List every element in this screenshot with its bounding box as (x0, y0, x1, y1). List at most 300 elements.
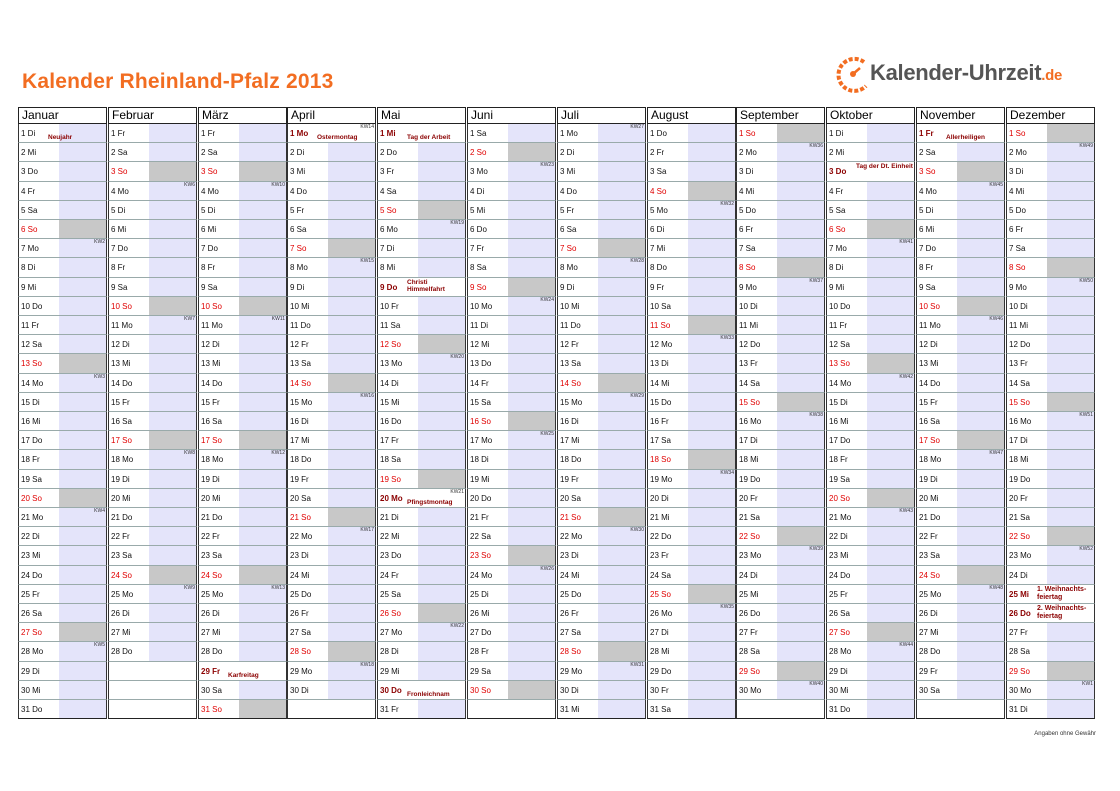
day-label: 18 Fr (21, 455, 40, 464)
day-cell (557, 470, 646, 489)
day-label: 29 Di (829, 667, 848, 676)
cell-fill (598, 220, 645, 238)
day-label: 29 Di (21, 667, 40, 676)
month-header: Mai (377, 107, 466, 124)
day-label: 22 Mo (290, 532, 313, 541)
calendar-week-label: KW35 (720, 604, 734, 610)
day-cell (1006, 239, 1095, 258)
day-cell (916, 450, 1005, 470)
calendar-week-label: KW23 (540, 162, 554, 168)
cell-fill (59, 489, 106, 507)
day-label: 11 Mo (919, 321, 941, 330)
day-label: 18 Di (470, 455, 489, 464)
day-label: 13 Di (650, 359, 669, 368)
day-cell (736, 393, 825, 412)
day-cell (557, 700, 646, 719)
day-cell (198, 431, 287, 450)
day-label: 30 Mo (1009, 686, 1032, 695)
cell-fill (418, 546, 465, 565)
day-cell (467, 201, 556, 220)
day-label: 26 So (380, 609, 401, 618)
cell-fill (598, 566, 645, 584)
cell-fill (418, 700, 465, 718)
day-label: 6 Di (650, 225, 665, 234)
day-label: 20 Do (470, 494, 492, 503)
day-cell (467, 642, 556, 662)
day-label: 14 Di (380, 379, 399, 388)
day-label: 27 Fr (1009, 628, 1028, 637)
cell-fill (508, 393, 555, 411)
cell-fill (777, 470, 824, 488)
cell-fill (598, 182, 645, 200)
day-label: 22 So (739, 532, 760, 541)
cell-fill (598, 297, 645, 315)
day-cell (287, 642, 376, 662)
cell-fill (59, 527, 106, 545)
cell-fill (598, 335, 645, 353)
month-header: September (736, 107, 825, 124)
day-label: 27 Mi (201, 628, 221, 637)
day-label: 24 Mi (290, 571, 310, 580)
day-label: 20 Mi (111, 494, 131, 503)
month-column-november (916, 107, 1005, 724)
day-label: 15 Fr (111, 398, 130, 407)
cell-fill (418, 450, 465, 469)
cell-fill (867, 297, 914, 315)
cell-fill (149, 354, 196, 373)
day-label: 8 Mo (290, 263, 308, 272)
day-label: 27 So (21, 628, 42, 637)
cell-fill (149, 508, 196, 526)
day-label: 20 Sa (560, 494, 581, 503)
day-cell (736, 470, 825, 489)
calendar-week-label: KW36 (809, 143, 823, 149)
day-cell (647, 489, 736, 508)
day-cell (377, 566, 466, 585)
day-cell (18, 162, 107, 182)
cell-fill (688, 508, 735, 526)
day-label: 26 Mo (650, 609, 673, 618)
day-label: 26 Fr (560, 609, 579, 618)
day-cell (377, 374, 466, 393)
day-cell (18, 489, 107, 508)
day-label: 19 Fr (560, 475, 579, 484)
cell-fill (328, 162, 375, 181)
cell-fill (418, 201, 465, 219)
day-cell (198, 316, 287, 335)
day-label: 4 Fr (21, 187, 36, 196)
day-label: 3 So (111, 167, 128, 176)
day-label: 2 Do (380, 148, 397, 157)
cell-fill (777, 124, 824, 142)
day-label: 17 Mi (290, 436, 310, 445)
day-label: 12 Fr (560, 340, 579, 349)
cell-fill (328, 546, 375, 565)
cell-fill (598, 239, 645, 257)
day-label: 28 Do (201, 647, 223, 656)
day-cell (916, 162, 1005, 182)
day-label: 4 Do (290, 187, 307, 196)
day-label: 25 Fr (21, 590, 40, 599)
day-label: 19 Sa (829, 475, 850, 484)
day-label: 8 Do (650, 263, 667, 272)
day-label: 29 Fr (919, 667, 938, 676)
day-label: 3 Do (829, 167, 847, 176)
day-label: 23 Di (560, 551, 579, 560)
day-label: 22 So (1009, 532, 1030, 541)
day-cell (1006, 604, 1095, 623)
day-label: 12 Di (919, 340, 938, 349)
cell-fill (867, 335, 914, 353)
day-cell (287, 239, 376, 258)
day-cell (108, 316, 197, 335)
day-label: 1 Fr (111, 129, 126, 138)
cell-fill (149, 374, 196, 392)
clock-icon (836, 52, 872, 98)
day-label: 21 Mo (21, 513, 44, 522)
day-label: 17 Di (1009, 436, 1028, 445)
day-cell (108, 182, 197, 201)
day-cell (1006, 393, 1095, 412)
day-label: 11 Do (290, 321, 311, 330)
cell-fill (867, 143, 914, 161)
day-cell (198, 335, 287, 354)
day-cell (377, 604, 466, 623)
day-cell (647, 220, 736, 239)
day-cell (108, 258, 197, 278)
calendar-week-label: KW3 (94, 374, 105, 380)
day-label: 6 Mi (919, 225, 935, 234)
cell-fill (239, 201, 286, 219)
day-label: 16 Sa (201, 417, 222, 426)
cell-fill (1047, 508, 1094, 526)
day-cell (1006, 124, 1095, 143)
day-label: 29 So (739, 667, 760, 676)
day-cell (557, 623, 646, 642)
day-label: 17 So (201, 436, 222, 445)
day-cell (467, 162, 556, 182)
calendar-week-label: KW38 (809, 412, 823, 418)
day-cell (198, 546, 287, 566)
day-label: 12 Mo (650, 340, 673, 349)
day-cell (1006, 450, 1095, 470)
day-label: 31 Do (21, 705, 43, 714)
day-label: 26 Sa (21, 609, 42, 618)
day-label: 28 Di (380, 647, 399, 656)
day-label: 9 Mi (829, 283, 845, 292)
month-column-august (647, 107, 736, 724)
day-label: 5 Fr (560, 206, 575, 215)
cell-fill (777, 335, 824, 353)
cell-fill (59, 297, 106, 315)
day-label: 24 So (111, 571, 132, 580)
day-cell (198, 508, 287, 527)
day-cell (377, 527, 466, 546)
cell-fill (957, 527, 1004, 545)
calendar-week-label: KW16 (360, 393, 374, 399)
cell-fill (508, 182, 555, 200)
cell-fill (328, 642, 375, 661)
day-cell (916, 527, 1005, 546)
day-label: 20 Di (650, 494, 669, 503)
cell-fill (239, 431, 286, 449)
day-cell (108, 220, 197, 239)
day-label: 1 Mi (380, 129, 396, 138)
day-label: 25 Mo (919, 590, 942, 599)
day-label: 21 Mo (829, 513, 852, 522)
day-cell (108, 508, 197, 527)
cell-fill (688, 431, 735, 449)
day-label: 10 Di (739, 302, 758, 311)
day-label: 5 Mi (470, 206, 486, 215)
day-cell (1006, 220, 1095, 239)
calendar-week-label: KW30 (630, 527, 644, 533)
day-label: 9 Do (380, 283, 398, 292)
day-label: 28 Sa (1009, 647, 1030, 656)
day-cell (198, 278, 287, 297)
day-label: 17 Fr (380, 436, 399, 445)
day-cell (1006, 201, 1095, 220)
day-label: 16 Mi (829, 417, 849, 426)
day-cell (647, 623, 736, 642)
day-cell (108, 450, 197, 470)
day-cell (377, 316, 466, 335)
cell-fill (508, 585, 555, 603)
day-label: 15 So (739, 398, 760, 407)
day-label: 1 Fr (201, 129, 216, 138)
cell-fill (777, 182, 824, 200)
cell-fill (867, 489, 914, 507)
cell-fill (777, 258, 824, 277)
day-label: 3 Mi (290, 167, 306, 176)
day-cell (287, 258, 376, 278)
day-label: 17 So (919, 436, 940, 445)
day-cell (736, 354, 825, 374)
day-label: 1 Mo (560, 129, 578, 138)
day-cell (108, 470, 197, 489)
day-cell (287, 374, 376, 393)
cell-fill (418, 258, 465, 277)
day-cell (198, 162, 287, 182)
day-label: 11 Do (560, 321, 581, 330)
day-cell (18, 220, 107, 239)
day-cell (287, 278, 376, 297)
day-label: 1 Di (21, 129, 36, 138)
cell-fill (328, 354, 375, 373)
cell-fill (598, 374, 645, 392)
cell-fill (508, 201, 555, 219)
day-label: 26 Fr (290, 609, 309, 618)
day-label: 11 Mo (111, 321, 133, 330)
day-cell (377, 182, 466, 201)
day-cell (377, 412, 466, 431)
day-label: 27 Sa (560, 628, 581, 637)
day-cell (198, 182, 287, 201)
cell-fill (418, 143, 465, 161)
day-label: 18 Mo (919, 455, 942, 464)
day-cell (18, 335, 107, 354)
day-cell (18, 470, 107, 489)
day-cell (467, 316, 556, 335)
day-label: 9 Di (560, 283, 575, 292)
cell-fill (867, 393, 914, 411)
cell-fill (957, 143, 1004, 161)
day-cell (467, 489, 556, 508)
cell-fill (1047, 527, 1094, 545)
day-cell (826, 374, 915, 393)
day-cell (18, 450, 107, 470)
day-label: 14 Do (111, 379, 133, 388)
day-cell (198, 662, 287, 681)
day-cell (736, 642, 825, 662)
day-label: 16 Di (290, 417, 309, 426)
cell-fill (957, 412, 1004, 430)
day-label: 25 Mi (1009, 590, 1030, 599)
calendar-week-label: KW50 (1079, 278, 1093, 284)
day-label: 1 Di (829, 129, 844, 138)
cell-fill (508, 508, 555, 526)
day-label: 7 Do (201, 244, 218, 253)
day-label: 9 Fr (650, 283, 665, 292)
day-cell (647, 662, 736, 681)
cell-fill (1047, 239, 1094, 257)
day-label: 30 Sa (201, 686, 222, 695)
day-label: 19 Mo (650, 475, 673, 484)
day-cell (377, 297, 466, 316)
cell-fill (688, 162, 735, 181)
brand-logo[interactable] (836, 50, 1076, 102)
day-cell (467, 470, 556, 489)
day-label: 15 Fr (919, 398, 938, 407)
day-label: 5 Do (739, 206, 756, 215)
day-cell (647, 642, 736, 662)
day-label: 25 Fr (829, 590, 848, 599)
cell-fill (1047, 201, 1094, 219)
day-cell (826, 239, 915, 258)
day-label: 11 Mi (739, 321, 758, 330)
cell-fill (508, 470, 555, 488)
day-cell (287, 527, 376, 546)
day-label: 21 Do (201, 513, 223, 522)
cell-fill (867, 278, 914, 296)
day-cell (826, 604, 915, 623)
cell-fill (957, 374, 1004, 392)
day-label: 2 Mi (829, 148, 845, 157)
day-cell (736, 431, 825, 450)
day-label: 15 Mi (380, 398, 400, 407)
cell-fill (59, 278, 106, 296)
day-label: 25 Do (290, 590, 312, 599)
cell-fill (688, 182, 735, 200)
day-label: 6 Mi (201, 225, 217, 234)
cell-fill (418, 604, 465, 622)
day-cell (287, 143, 376, 162)
day-cell (18, 662, 107, 681)
cell-fill (59, 316, 106, 334)
day-label: 22 Mo (560, 532, 583, 541)
day-cell (377, 354, 466, 374)
day-cell (826, 431, 915, 450)
cell-fill (598, 201, 645, 219)
cell-fill (149, 623, 196, 641)
day-label: 8 Mo (560, 263, 578, 272)
day-label: 5 Di (201, 206, 216, 215)
day-label: 21 Sa (739, 513, 760, 522)
day-label: 5 Sa (21, 206, 38, 215)
day-cell (916, 566, 1005, 585)
day-cell (647, 124, 736, 143)
cell-fill (328, 470, 375, 488)
day-label: 19 Do (1009, 475, 1031, 484)
day-label: 26 Do (1009, 609, 1031, 618)
cell-fill (149, 239, 196, 257)
cell-fill (598, 278, 645, 296)
day-label: 23 Sa (201, 551, 222, 560)
day-label: 22 Fr (111, 532, 130, 541)
cell-fill (59, 354, 106, 373)
day-cell (198, 585, 287, 604)
cell-fill (688, 585, 735, 603)
month-header: Dezember (1006, 107, 1095, 124)
day-label: 11 So (650, 321, 671, 330)
day-cell (467, 354, 556, 374)
cell-fill (688, 316, 735, 334)
cell-fill (957, 681, 1004, 699)
day-label: 1 So (739, 129, 756, 138)
day-cell (1006, 354, 1095, 374)
cell-fill (598, 412, 645, 430)
cell-fill (239, 258, 286, 277)
cell-fill (957, 604, 1004, 622)
day-cell (287, 201, 376, 220)
day-label: 21 Do (111, 513, 133, 522)
empty-day-cell (108, 700, 197, 719)
calendar-week-label: KW1 (1082, 681, 1093, 687)
day-cell (377, 239, 466, 258)
holiday-label: Ostermontag (317, 134, 358, 141)
day-label: 27 Di (650, 628, 669, 637)
day-label: 23 Do (380, 551, 402, 560)
day-cell (467, 431, 556, 450)
day-cell (377, 162, 466, 182)
day-label: 8 Fr (111, 263, 126, 272)
day-label: 16 Sa (111, 417, 132, 426)
day-cell (467, 124, 556, 143)
cell-fill (867, 182, 914, 200)
day-cell (377, 143, 466, 162)
day-cell (467, 585, 556, 604)
day-cell (826, 335, 915, 354)
cell-fill (777, 201, 824, 219)
day-label: 15 Do (650, 398, 672, 407)
day-label: 27 Fr (739, 628, 758, 637)
cell-fill (59, 412, 106, 430)
day-label: 27 So (829, 628, 850, 637)
day-label: 19 So (380, 475, 401, 484)
day-cell (18, 297, 107, 316)
day-cell (467, 623, 556, 642)
day-cell (287, 604, 376, 623)
cell-fill (867, 470, 914, 488)
cell-fill (418, 585, 465, 603)
day-cell (557, 681, 646, 700)
cell-fill (777, 508, 824, 526)
day-cell (736, 450, 825, 470)
cell-fill (598, 316, 645, 334)
holiday-label: Karfreitag (228, 672, 259, 679)
cell-fill (149, 527, 196, 545)
calendar-week-label: KW32 (720, 201, 734, 207)
